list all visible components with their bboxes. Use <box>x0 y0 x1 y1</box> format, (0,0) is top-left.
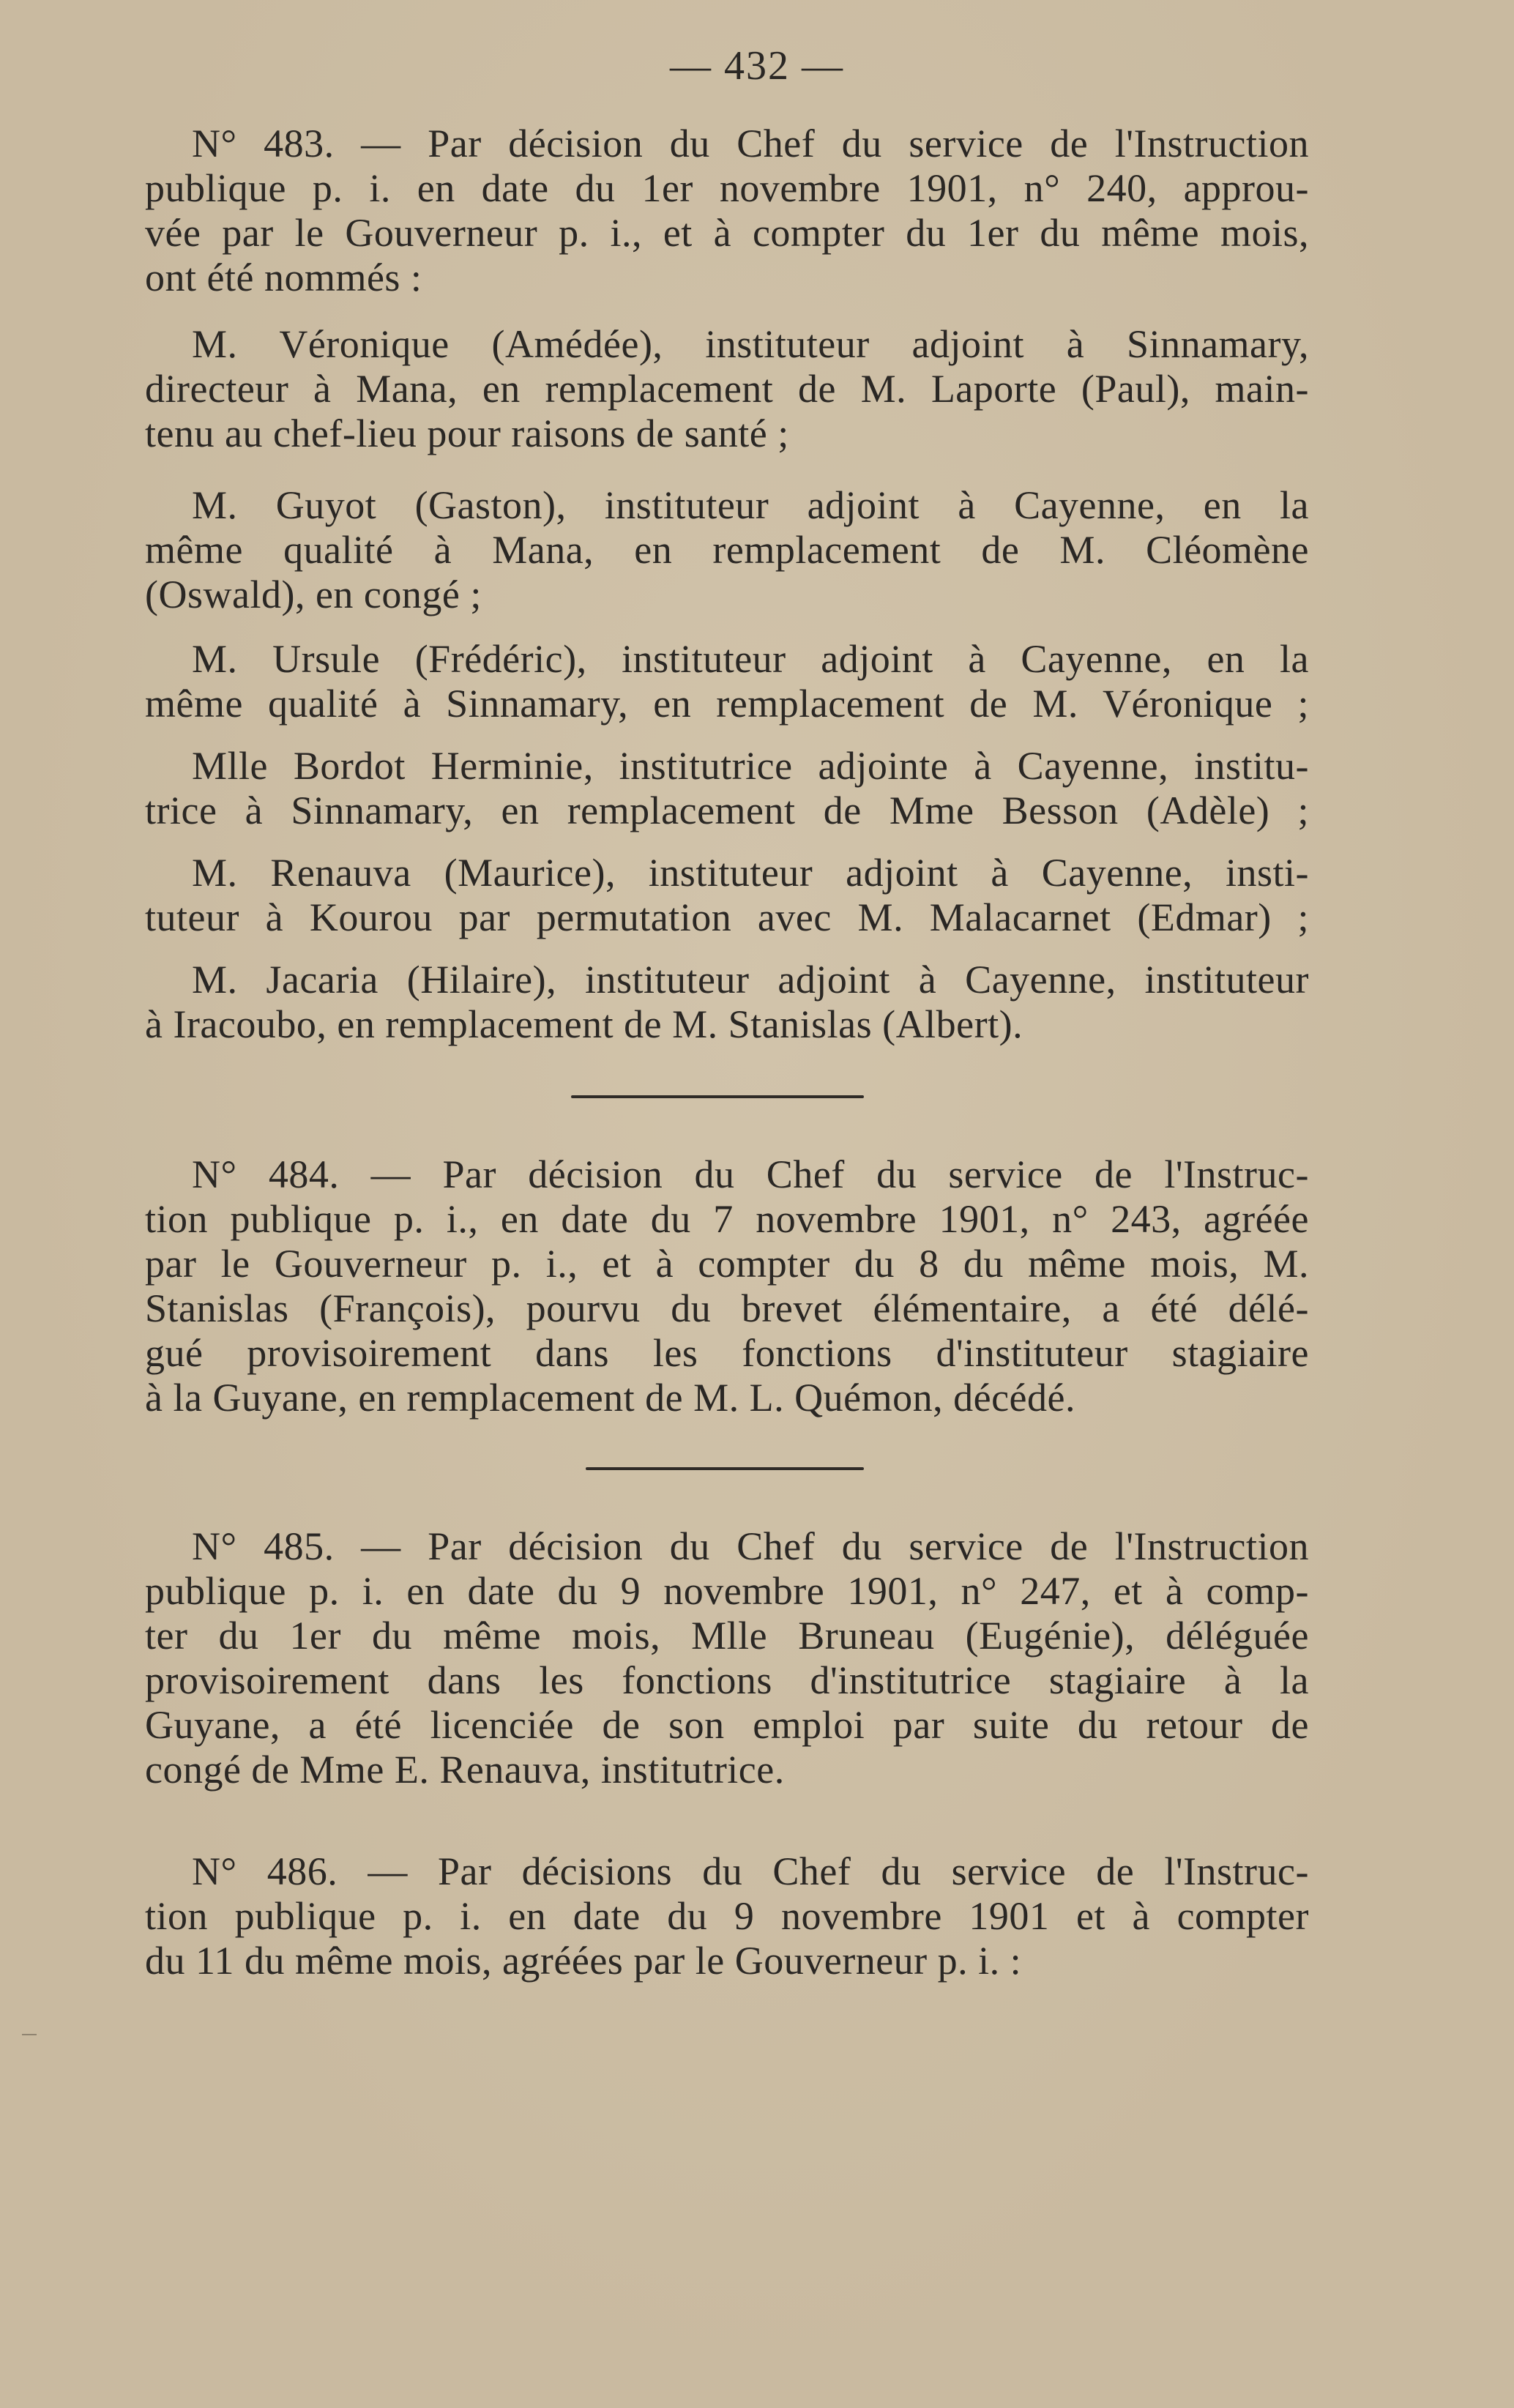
text-line: M. Guyot (Gaston), instituteur adjoint à Cayenne, en la <box>192 483 1309 527</box>
text-line: publique p. i. en date du 9 novembre 1901, n° 247, et à comp- <box>145 1569 1309 1613</box>
text-line: M. Ursule (Frédéric), instituteur adjoint à Cayenne, en la <box>192 637 1309 681</box>
text-line: M. Véronique (Amédée), instituteur adjoint à Sinnamary, <box>192 322 1309 366</box>
section-divider <box>571 1095 864 1098</box>
entry-483-item-6 <box>145 958 1309 1047</box>
text-line: directeur à Mana, en remplacement de M. Laporte (Paul), main- <box>145 367 1309 411</box>
text-line: ont été nommés : <box>145 256 422 299</box>
text-line: tion publique p. i., en date du 7 novembre 1901, n° 243, agréée <box>145 1197 1309 1241</box>
text-line: tenu au chef-lieu pour raisons de santé ; <box>145 411 789 455</box>
text-line: tuteur à Kourou par permutation avec M. Malacarnet (Edmar) ; <box>145 895 1309 939</box>
text-line: gué provisoirement dans les fonctions d'instituteur stagiaire <box>145 1331 1309 1375</box>
text-line: M. Jacaria (Hilaire), instituteur adjoint à Cayenne, instituteur <box>192 958 1309 1002</box>
section-divider <box>586 1467 864 1470</box>
text-line: congé de Mme E. Renauva, institutrice. <box>145 1748 785 1792</box>
entry-483-item-2 <box>145 483 1309 617</box>
entry-485 <box>145 1524 1309 1792</box>
text-line: N° 485. — Par décision du Chef du service de l'Instruction <box>192 1524 1309 1568</box>
text-line: publique p. i. en date du 1er novembre 1901, n° 240, approu- <box>145 166 1309 210</box>
entry-483-item-5 <box>145 851 1309 940</box>
text-line: à Iracoubo, en remplacement de M. Stanislas (Albert). <box>145 1002 1023 1046</box>
entry-483-intro <box>145 122 1309 300</box>
text-line: N° 486. — Par décisions du Chef du service de l'Instruc- <box>192 1849 1309 1893</box>
page-number: — 432 — <box>670 43 844 89</box>
text-line: Stanislas (François), pourvu du brevet élémentaire, a été délé- <box>145 1286 1309 1330</box>
text-line: N° 484. — Par décision du Chef du service de l'Instruc- <box>192 1152 1309 1196</box>
text-line: Mlle Bordot Herminie, institutrice adjointe à Cayenne, institu- <box>192 744 1309 788</box>
text-line: même qualité à Sinnamary, en remplacement de M. Véronique ; <box>145 682 1309 726</box>
text-line: tion publique p. i. en date du 9 novembre 1901 et à compter <box>145 1894 1309 1938</box>
entry-483-item-1 <box>145 322 1309 456</box>
text-line: provisoirement dans les fonctions d'institutrice stagiaire à la <box>145 1658 1309 1702</box>
text-line: Guyane, a été licenciée de son emploi par suite du retour de <box>145 1703 1309 1747</box>
entry-484 <box>145 1152 1309 1420</box>
margin-mark <box>22 2034 37 2035</box>
text-line: ter du 1er du même mois, Mlle Bruneau (Eugénie), déléguée <box>145 1614 1309 1658</box>
text-line: (Oswald), en congé ; <box>145 573 482 616</box>
entry-483-item-4 <box>145 744 1309 833</box>
text-line: N° 483. — Par décision du Chef du service de l'Instruction <box>192 122 1309 165</box>
text-line: par le Gouverneur p. i., et à compter du 8 du même mois, M. <box>145 1242 1309 1286</box>
text-line: du 11 du même mois, agréées par le Gouverneur p. i. : <box>145 1939 1022 1983</box>
text-line: M. Renauva (Maurice), instituteur adjoint à Cayenne, insti- <box>192 851 1309 895</box>
text-line: vée par le Gouverneur p. i., et à compter du 1er du même mois, <box>145 211 1309 255</box>
entry-483-item-3 <box>145 637 1309 726</box>
text-line: même qualité à Mana, en remplacement de M. Cléomène <box>145 528 1309 572</box>
text-line: à la Guyane, en remplacement de M. L. Quémon, décédé. <box>145 1376 1075 1420</box>
entry-486 <box>145 1849 1309 1983</box>
text-line: trice à Sinnamary, en remplacement de Mme Besson (Adèle) ; <box>145 789 1309 832</box>
